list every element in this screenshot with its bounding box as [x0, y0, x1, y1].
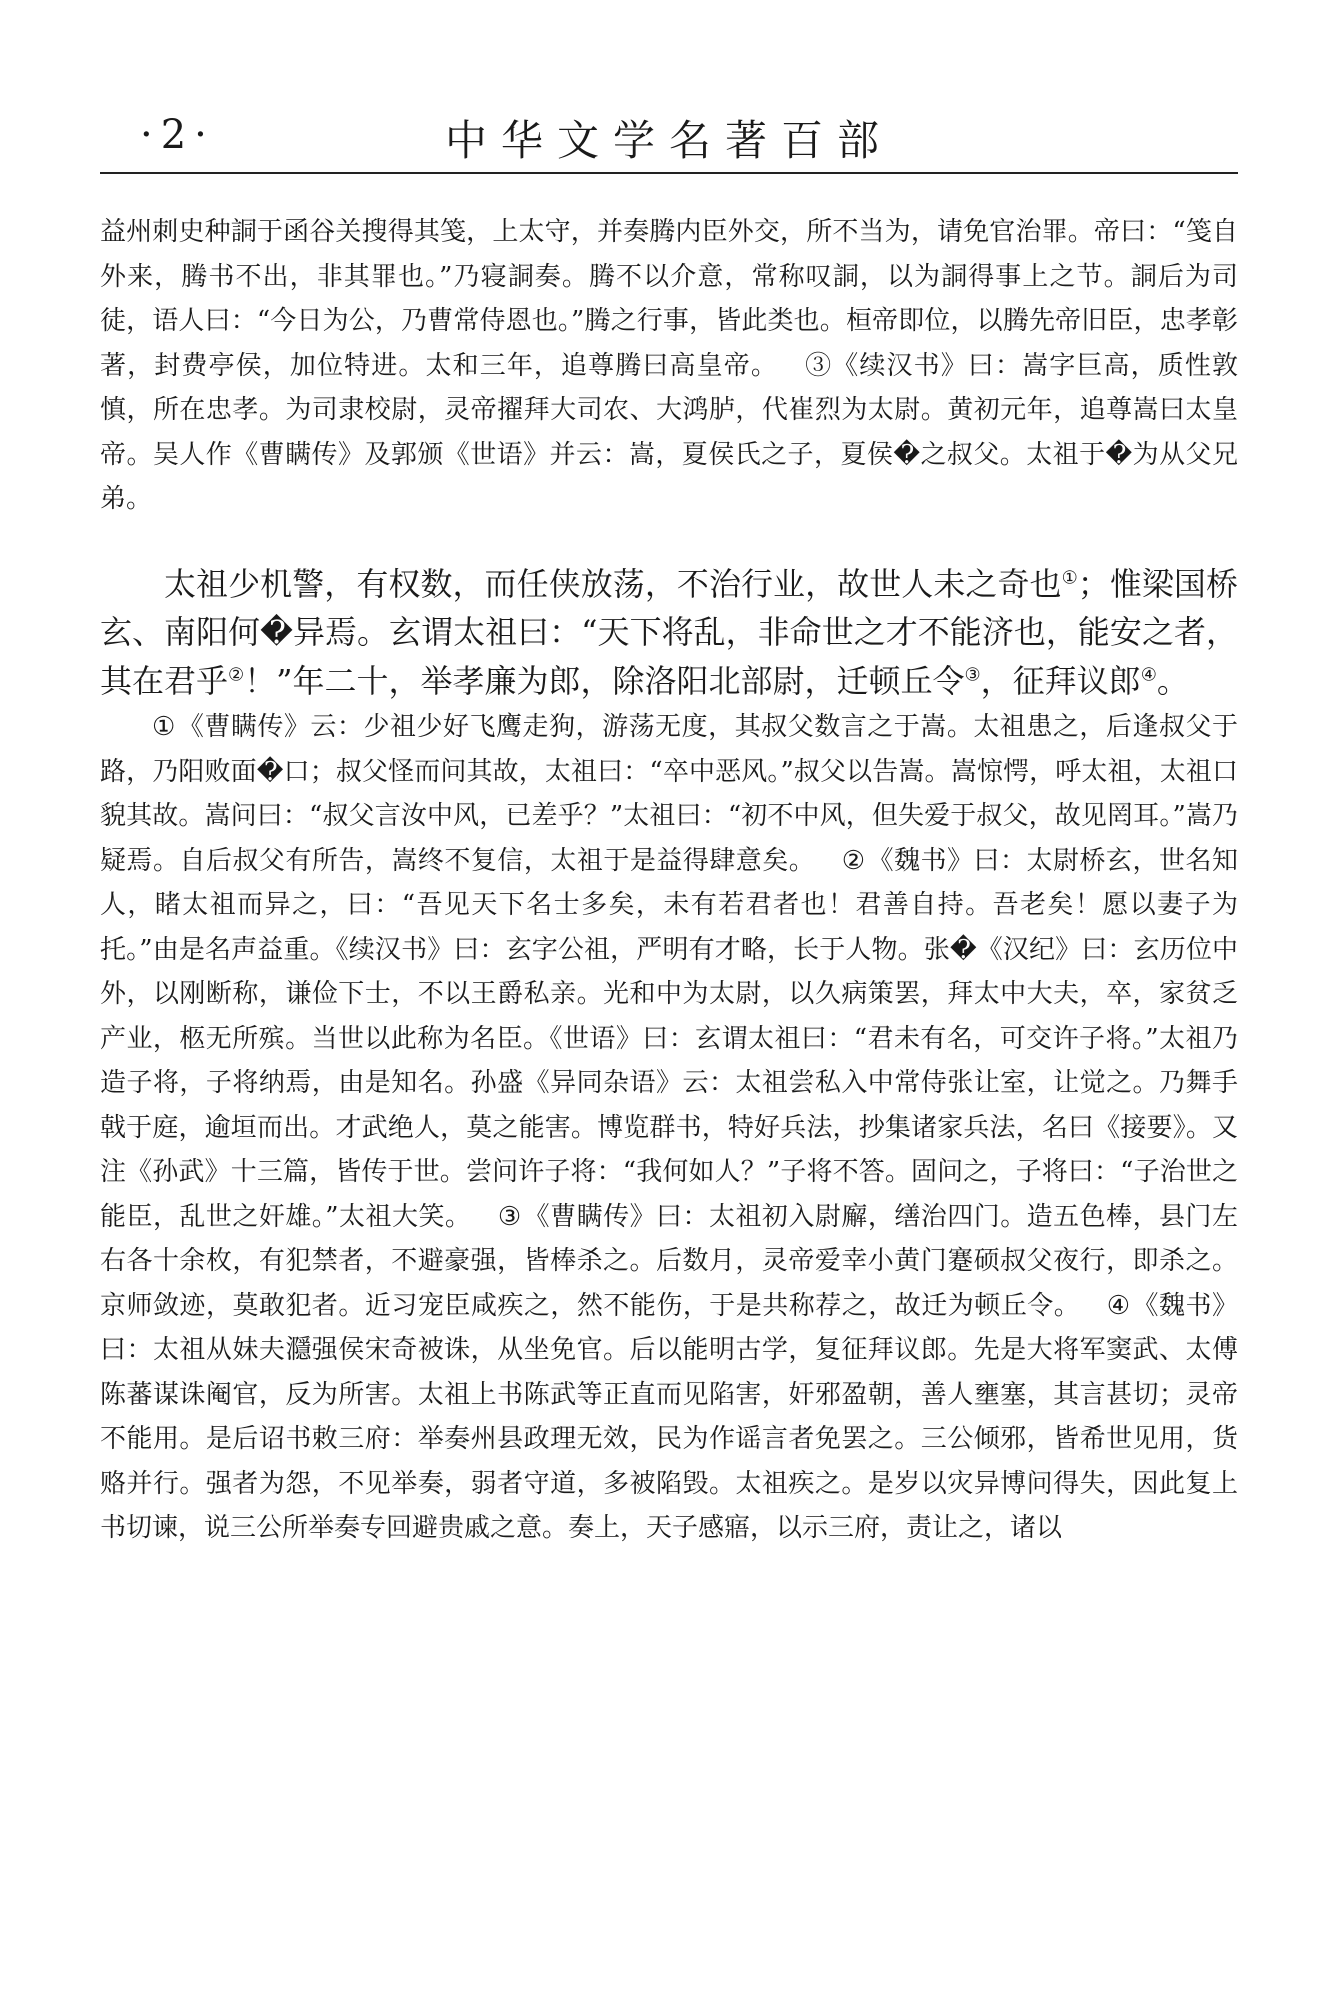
- annotation-paragraph: [100, 705, 1238, 1551]
- running-title: 中华文学名著百部: [444, 116, 893, 165]
- main-text-block: [100, 560, 1238, 706]
- main-text-segment: 太祖少机警，有权数，而任侠放荡，不治行业，故世人未之奇也: [164, 564, 1062, 603]
- note-paragraph: [100, 210, 1238, 522]
- note-text: 益州刺史种詷于函谷关搜得其笺，上太守，并奏腾内臣外交，所不当为，请免官治罪。帝曰：“笺自外来，腾书不出，非其罪也。”乃寝詷奏。腾不以介意，常称叹詷，以为詷得事上之节。詷后为司徒，语人曰：“今日为公，乃曹常侍恩也。”腾之行事，皆此类也。桓帝即位，以腾先帝旧臣，忠孝彰著，封费亭侯，加位特进。太和三年，追尊腾曰高皇帝。: [100, 217, 1238, 381]
- note-text: 《魏书》曰：太祖从妹夫㶏强侯宋奇被诛，从坐免官。后以能明古学，复征拜议郎。先是大将军窦武、太傅陈蕃谋诛阉官，反为所害。太祖上书陈武等正直而见陷害，奸邪盈朝，善人壅塞，其言甚切；灵帝不能用。是后诏书敕三府：举奏州县政理无效，民为作谣言者免罢之。三公倾邪，皆希世见用，货赂并行。强者为怨，不见举奏，弱者守道，多被陷毁。太祖疾之。是岁以灾异博问得失，因此复上书切谏，说三公所举奏专回避贵戚之意。奏上，天子感寤，以示三府，责让之，诸以: [100, 1290, 1238, 1543]
- header-rule: [100, 172, 1238, 174]
- footnote-ref-1: ①: [1061, 566, 1078, 588]
- footnote-ref-3: ③: [964, 663, 981, 685]
- note-number: ④: [1106, 1290, 1131, 1321]
- page-header: [100, 108, 1238, 172]
- main-text-segment: ；惟梁国桥玄、南阳何�异焉。玄谓太祖曰：“天下将乱，非命世之才不能济也，能安之者，其在君乎: [100, 564, 1238, 700]
- note-number: ③: [497, 1201, 522, 1232]
- note-text: 《曹瞒传》曰：太祖初入尉廨，缮治四门。造五色棒，县门左右各十余枚，有犯禁者，不避豪强，皆棒杀之。后数月，灵帝爱幸小黄门蹇硕叔父夜行，即杀之。京师敛迹，莫敢犯者。近习宠臣咸疾之，然不能伤，于是共称荐之，故迁为顿丘令。: [100, 1201, 1238, 1321]
- note-text: 《魏书》曰：太尉桥玄，世名知人，睹太祖而异之，曰：“吾见天下名士多矣，未有若君者也！君善自持。吾老矣！愿以妻子为托。”由是名声益重。《续汉书》曰：玄字公祖，严明有才略，长于人物。张�《汉纪》曰：玄历位中外，以刚断称，谦俭下士，不以王爵私亲。光和中为太尉，以久病策罢，拜太中大夫，卒，家贫乏产业，柩无所殡。当世以此称为名臣。《世语》曰：玄谓太祖曰：“君未有名，可交许子将。”太祖乃造子将，子将纳焉，由是知名。孙盛《异同杂语》云：太祖尝私入中常侍张让室，让觉之。乃舞手戟于庭，逾垣而出。才武绝人，莫之能害。博览群书，特好兵法，抄集诸家兵法，名曰《接要》。又注《孙武》十三篇，皆传于世。尝问许子将：“我何如人？”子将不答。固问之，子将曰：“子治世之能臣，乱世之奸雄。”太祖大笑。: [100, 845, 1238, 1232]
- note-number: ①: [152, 712, 176, 742]
- footnote-ref-4: ④: [1140, 663, 1157, 685]
- page-number: ·2·: [140, 112, 215, 158]
- continued-notes: [100, 210, 1238, 522]
- note-number: ③: [804, 350, 833, 381]
- note-number: ②: [841, 845, 866, 876]
- main-text-segment: 。: [1156, 661, 1189, 700]
- main-text-segment: ，征拜议郎: [980, 661, 1141, 700]
- annotation-block: [100, 705, 1238, 1551]
- main-paragraph: [100, 560, 1238, 706]
- footnote-ref-2: ②: [228, 663, 245, 685]
- note-text: 《曹瞒传》云：少祖少好飞鹰走狗，游荡无度，其叔父数言之于嵩。太祖患之，后逢叔父于路，乃阳败面�口；叔父怪而问其故，太祖曰：“卒中恶风。”叔父以告嵩。嵩惊愕，呼太祖，太祖口貌其故。嵩问曰：“叔父言汝中风，已差乎？”太祖曰：“初不中风，但失爱于叔父，故见罔耳。”嵩乃疑焉。自后叔父有所告，嵩终不复信，太祖于是益得肆意矣。: [100, 712, 1238, 876]
- page-body: [100, 210, 1238, 1551]
- note-text: 《续汉书》曰：嵩字巨高，质性敦慎，所在忠孝。为司隶校尉，灵帝擢拜大司农、大鸿胪，代崔烈为太尉。黄初元年，追尊嵩曰太皇帝。吴人作《曹瞒传》及郭颁《世语》并云：嵩，夏侯氏之子，夏侯�之叔父。太祖于�为从父兄弟。: [100, 350, 1238, 514]
- main-text-segment: ！”年二十，举孝廉为郎，除洛阳北部尉，迁顿丘令: [244, 661, 965, 700]
